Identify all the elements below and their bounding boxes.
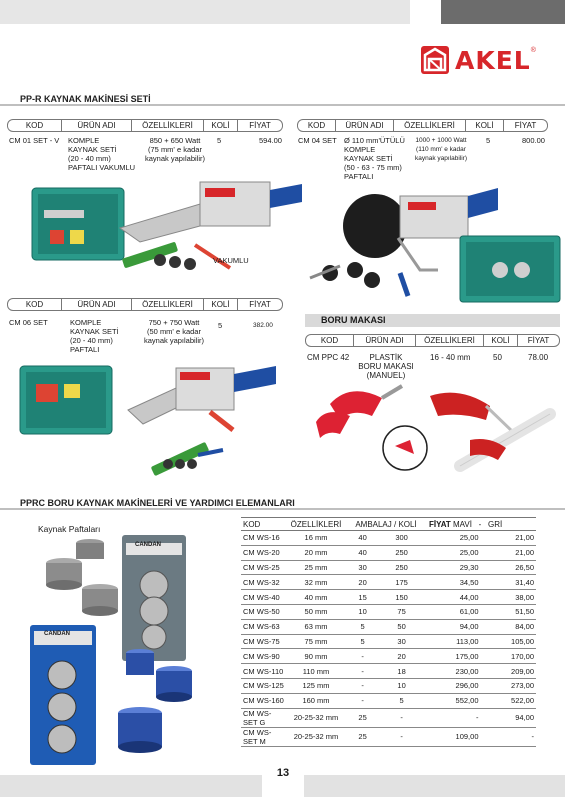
cm01-fiyat: 594.00 [259, 136, 282, 145]
row-fiyat-gri: 21,00 [481, 531, 537, 546]
row-fiyat-gri: 31,40 [481, 575, 537, 590]
row-koli: 250 [378, 545, 425, 560]
top-bar-right [441, 0, 565, 24]
row-kod: CM WS-75 [241, 634, 285, 649]
row-fiyat-mavi: 44,00 [425, 590, 481, 605]
col-ozellikleri: ÖZELLİKLERİ [285, 518, 347, 531]
ppc42-ozellikleri: 16 - 40 mm [430, 353, 471, 362]
cm04-ozel-line1: 1000 + 1000 Watt [415, 137, 467, 144]
row-ozellik: 16 mm [285, 531, 347, 546]
row-koli: 75 [378, 604, 425, 619]
header-ozellikleri: ÖZELLİKLERİ [132, 299, 204, 310]
akel-logo-mark-icon [420, 45, 450, 75]
cm01-ozel-line1: 850 + 650 Watt [149, 136, 201, 145]
cm04-urun-line1: Ø 110 mm'ÜTÜLÜ [344, 136, 405, 145]
candan-label-bottom: CANDAN [44, 631, 70, 637]
cm01-ozel-line3: kaynak yapılabilir) [144, 154, 206, 163]
table-row [241, 678, 536, 693]
cm04-urun-line4: (50 - 63 - 75 mm) [344, 163, 402, 172]
row-kod: CM WS-SET M [241, 727, 285, 746]
row-fiyat-gri: 38,00 [481, 590, 537, 605]
cm01-kod: CM 01 SET - V [9, 136, 60, 145]
row-fiyat-mavi: 25,00 [425, 531, 481, 546]
ppc42-urun-line2: BORU MAKASI [358, 362, 414, 371]
row-fiyat-mavi: 25,00 [425, 545, 481, 560]
row-kod: CM WS-110 [241, 664, 285, 679]
row-koli: - [378, 708, 425, 727]
cm06-ozel-line3: kaynak yapılabilir) [143, 336, 205, 345]
row-fiyat-gri: 84,00 [481, 619, 537, 634]
ppc42-urun-line3: (MANUEL) [366, 371, 406, 380]
row-kod: CM WS-32 [241, 575, 285, 590]
row-koli: 10 [378, 678, 425, 693]
row-kod: CM WS-125 [241, 678, 285, 693]
brand-logo [420, 44, 546, 76]
col-kod: KOD [241, 518, 285, 531]
header-kod: KOD [298, 120, 336, 131]
row-ozellik: 75 mm [285, 634, 347, 649]
row-fiyat-mavi: 175,00 [425, 649, 481, 664]
cm04-product-image [300, 178, 562, 308]
table-row [241, 575, 536, 590]
row-fiyat-mavi: 61,00 [425, 604, 481, 619]
row-ozellik: 40 mm [285, 590, 347, 605]
row-ambalaj: 40 [347, 531, 378, 546]
row-koli: 175 [378, 575, 425, 590]
row-ambalaj: 25 [347, 708, 378, 727]
header-fiyat: FİYAT [514, 121, 537, 130]
cm06-urun-line3: (20 - 40 mm) [70, 336, 113, 345]
header-fiyat: FİYAT [249, 300, 271, 309]
table-header-cm04 [297, 119, 548, 132]
header-ozellikleri: ÖZELLİKLERİ [416, 335, 484, 346]
table-row [241, 619, 536, 634]
price-table-header [241, 518, 536, 531]
row-fiyat-mavi: 34,50 [425, 575, 481, 590]
cm06-koli: 5 [218, 321, 223, 330]
col-sep-label: - [478, 519, 482, 529]
col-fiyat-label: FİYAT [429, 519, 451, 529]
row-fiyat-mavi: 29,30 [425, 560, 481, 575]
header-kod: KOD [8, 299, 62, 310]
row-kod: CM WS-25 [241, 560, 285, 575]
section-title-boru-makasi-text: BORU MAKASI [321, 315, 386, 325]
row-fiyat-gri: 21,00 [481, 545, 537, 560]
cm06-ozel-line1: 750 + 750 Watt [148, 318, 200, 327]
row-kod: CM WS-90 [241, 649, 285, 664]
cm01-koli: 5 [217, 136, 222, 145]
row-fiyat-mavi: 296,00 [425, 678, 481, 693]
cm01-note: VAKUMLU [213, 256, 249, 265]
cm01-product-image [30, 180, 305, 285]
row-ambalaj: - [347, 678, 378, 693]
table-header-cm06 [7, 298, 283, 311]
header-koli: KOLİ [204, 120, 238, 131]
cm04-urun-line5: PAFTALI [344, 172, 374, 181]
cm06-ozellikleri [132, 318, 216, 345]
row-ambalaj: 15 [347, 590, 378, 605]
cm06-urun-line2: KAYNAK SETİ [70, 327, 119, 336]
row-koli: 300 [378, 531, 425, 546]
header-koli: KOLİ [204, 299, 238, 310]
cm04-koli: 5 [486, 136, 491, 145]
kaynak-paftalari-image [28, 535, 236, 767]
row-koli: - [378, 727, 425, 746]
cm01-urun-adi [68, 136, 135, 172]
header-kod: KOD [306, 335, 354, 346]
row-kod: CM WS-160 [241, 693, 285, 708]
row-kod: CM WS-20 [241, 545, 285, 560]
cm04-fiyat: 800.00 [522, 136, 545, 145]
ppc42-koli: 50 [493, 353, 502, 362]
row-koli: 18 [378, 664, 425, 679]
row-koli: 50 [378, 619, 425, 634]
row-ozellik: 125 mm [285, 678, 347, 693]
table-row [241, 634, 536, 649]
candan-label-top: CANDAN [135, 542, 161, 548]
cm06-urun-adi [70, 318, 119, 354]
cm04-kod: CM 04 SET [298, 136, 337, 145]
col-gri-label: GRİ [488, 519, 503, 529]
row-fiyat-mavi: 230,00 [425, 664, 481, 679]
cm06-urun-line1: KOMPLE [70, 318, 102, 327]
cm04-urun-line3: KAYNAK SETİ [344, 154, 393, 163]
row-fiyat-mavi: 113,00 [425, 634, 481, 649]
table-row [241, 604, 536, 619]
table-row [241, 649, 536, 664]
row-fiyat-gri: 522,00 [481, 693, 537, 708]
row-fiyat-gri: 26,50 [481, 560, 537, 575]
price-table-body [241, 531, 536, 747]
row-koli: 20 [378, 649, 425, 664]
footer-bar-left [0, 775, 262, 797]
cm04-ozellikleri [406, 136, 476, 163]
table-row [241, 708, 536, 727]
header-fiyat: FİYAT [249, 121, 271, 130]
cm06-kod: CM 06 SET [9, 318, 48, 327]
cm01-ozellikleri [134, 136, 216, 163]
cm01-urun-line4: PAFTALI VAKUMLU [68, 163, 136, 172]
row-fiyat-gri: 105,00 [481, 634, 537, 649]
cm01-urun-line3: (20 - 40 mm) [68, 154, 111, 163]
header-koli: KOLİ [466, 120, 504, 131]
row-koli: 30 [378, 634, 425, 649]
header-ozellikleri: ÖZELLİKLERİ [132, 120, 204, 131]
price-table [241, 517, 536, 747]
row-kod: CM WS-SET G [241, 708, 285, 727]
row-kod: CM WS-40 [241, 590, 285, 605]
row-ambalaj: 20 [347, 575, 378, 590]
table-row [241, 727, 536, 746]
table-header-cm01 [7, 119, 283, 132]
row-ambalaj: - [347, 664, 378, 679]
table-row [241, 664, 536, 679]
row-ozellik: 32 mm [285, 575, 347, 590]
row-koli: 250 [378, 560, 425, 575]
row-fiyat-gri: 51,50 [481, 604, 537, 619]
page-number: 13 [276, 767, 290, 779]
col-mavi-label: MAVİ [453, 519, 472, 529]
header-urun-adi: ÜRÜN ADI [62, 299, 132, 310]
row-kod: CM WS-63 [241, 619, 285, 634]
col-ambalaj: AMBALAJ / KOLİ [347, 518, 425, 531]
cm06-product-image [18, 360, 280, 485]
cm04-ozel-line2: (110 mm' e kadar [416, 146, 466, 153]
footer-bar-right [304, 775, 565, 797]
row-ozellik: 50 mm [285, 604, 347, 619]
section-title-pp-r: PP-R KAYNAK MAKİNESİ SETİ [0, 93, 565, 106]
brand-reg: ® [530, 46, 536, 54]
cm06-urun-line4: PAFTALI [70, 345, 100, 354]
row-fiyat-mavi: 552,00 [425, 693, 481, 708]
row-ozellik: 20-25-32 mm [285, 727, 347, 746]
cm04-ozel-line3: kaynak yapılabilir) [414, 155, 468, 162]
row-fiyat-mavi: 109,00 [425, 727, 481, 746]
row-ambalaj: - [347, 649, 378, 664]
row-ozellik: 160 mm [285, 693, 347, 708]
cm01-urun-line2: KAYNAK SETİ [68, 145, 117, 154]
section-title-boru-makasi [305, 314, 560, 327]
row-fiyat-gri: - [481, 727, 537, 746]
cm04-urun-line2: KOMPLE [344, 145, 376, 154]
section-title-pprc: PPRC BORU KAYNAK MAKİNELERİ VE YARDIMCI ELEMANLARI [0, 497, 565, 510]
row-fiyat-gri: 170,00 [481, 649, 537, 664]
table-row [241, 590, 536, 605]
row-ozellik: 20 mm [285, 545, 347, 560]
header-urun-adi: ÜRÜN ADI [336, 120, 394, 131]
table-row [241, 531, 536, 546]
header-fiyat: FİYAT [527, 336, 550, 345]
header-ozellikleri: ÖZELLİKLERİ [394, 120, 466, 131]
cm06-ozel-line2: (50 mm' e kadar [147, 327, 201, 336]
top-bar-left [0, 0, 410, 24]
cm01-urun-line1: KOMPLE [68, 136, 100, 145]
brand-name: AKEL [455, 45, 531, 75]
row-fiyat-gri: 273,00 [481, 678, 537, 693]
row-ambalaj: 5 [347, 619, 378, 634]
row-koli: 5 [378, 693, 425, 708]
cm06-fiyat: 382.00 [253, 322, 273, 329]
row-ambalaj: 25 [347, 727, 378, 746]
ppc42-urun-line1: PLASTİK [369, 353, 403, 362]
row-ozellik: 90 mm [285, 649, 347, 664]
ppc42-fiyat: 78.00 [528, 353, 549, 362]
cm04-urun-adi [344, 136, 405, 181]
table-row [241, 693, 536, 708]
col-fiyat [425, 518, 536, 531]
kaynak-paftalari-label: Kaynak Paftaları [38, 524, 101, 534]
ppc42-kod: CM PPC 42 [307, 353, 350, 362]
table-header-boru-makasi [305, 334, 560, 347]
row-fiyat-gri: 209,00 [481, 664, 537, 679]
header-urun-adi: ÜRÜN ADI [62, 120, 132, 131]
row-ambalaj: 40 [347, 545, 378, 560]
header-urun-adi: ÜRÜN ADI [354, 335, 416, 346]
row-ambalaj: 5 [347, 634, 378, 649]
row-ambalaj: 10 [347, 604, 378, 619]
row-koli: 150 [378, 590, 425, 605]
row-ozellik: 25 mm [285, 560, 347, 575]
row-ozellik: 63 mm [285, 619, 347, 634]
row-ozellik: 110 mm [285, 664, 347, 679]
header-kod: KOD [8, 120, 62, 131]
row-fiyat-mavi: - [425, 708, 481, 727]
header-koli: KOLİ [484, 335, 518, 346]
row-fiyat-gri: 94,00 [481, 708, 537, 727]
row-ozellik: 20-25-32 mm [285, 708, 347, 727]
row-ambalaj: 30 [347, 560, 378, 575]
cm01-ozel-line2: (75 mm' e kadar [148, 145, 202, 154]
row-kod: CM WS-50 [241, 604, 285, 619]
ppc42-product-image [310, 376, 558, 484]
table-row [241, 560, 536, 575]
row-fiyat-mavi: 94,00 [425, 619, 481, 634]
row-kod: CM WS-16 [241, 531, 285, 546]
row-ambalaj: - [347, 693, 378, 708]
table-row [241, 545, 536, 560]
